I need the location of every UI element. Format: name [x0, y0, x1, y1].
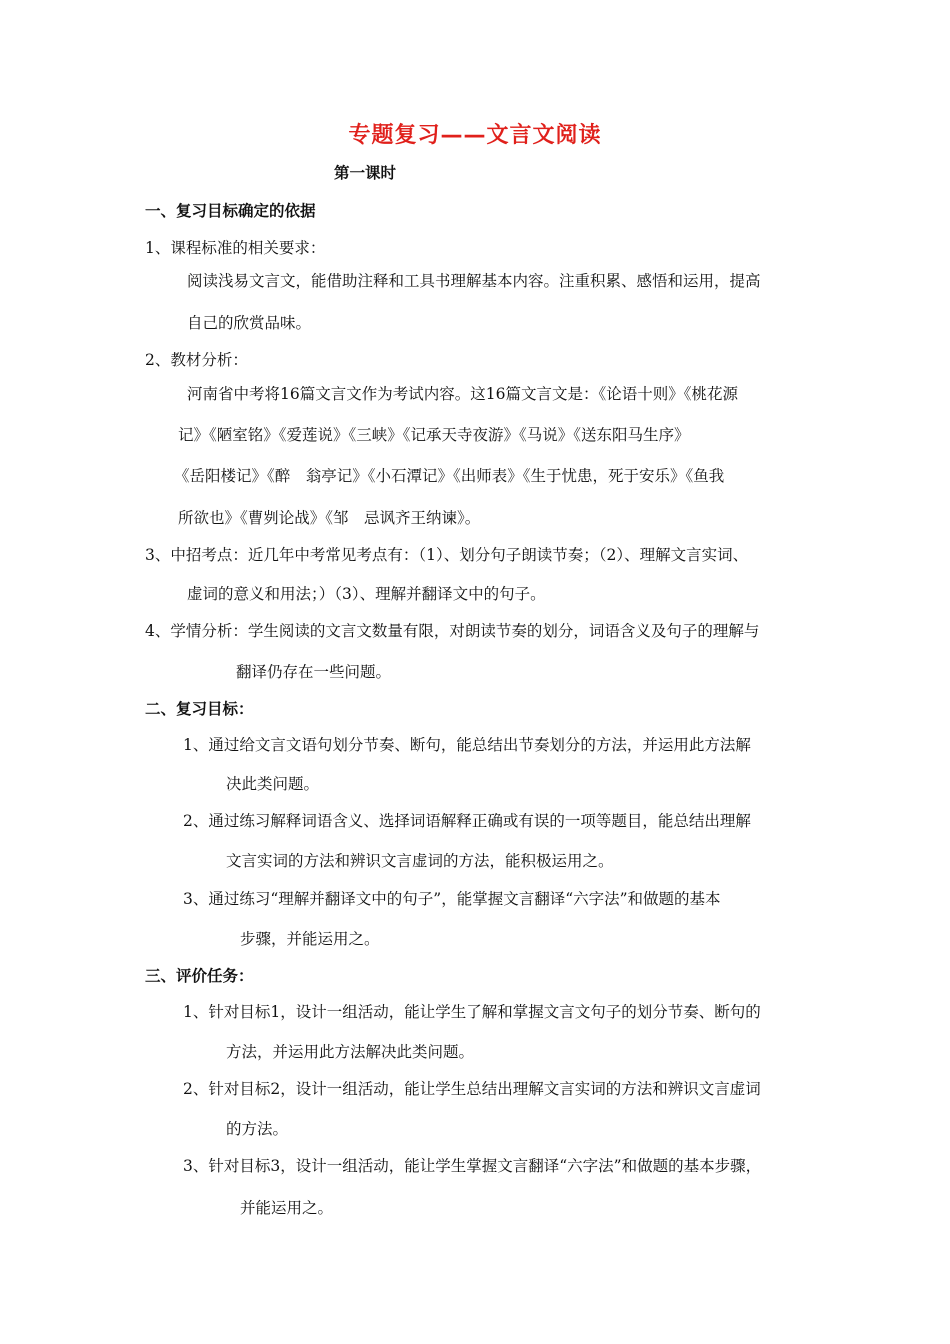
paragraph-line: 河南省中考将16篇文言文作为考试内容。这16篇文言文是：《论语十则》《桃花源: [187, 385, 738, 403]
item-2-label: 2、教材分析：: [145, 351, 248, 369]
paragraph-line: 1、通过给文言文语句划分节奏、断句，能总结出节奏划分的方法，并运用此方法解: [183, 736, 751, 754]
paragraph-line: 虚词的意义和用法；）（3）、理解并翻译文中的句子。: [187, 585, 546, 603]
paragraph-line: 的方法。: [226, 1120, 289, 1138]
section-2-heading: 二、复习目标：: [145, 700, 254, 718]
section-3-heading: 三、评价任务：: [145, 967, 254, 985]
paragraph-line: 3、针对目标3，设计一组活动，能让学生掌握文言翻译“六字法”和做题的基本步骤，: [183, 1157, 762, 1175]
paragraph-line: 步骤，并能运用之。: [240, 930, 380, 948]
paragraph-line: 自己的欣赏品味。: [187, 314, 312, 332]
paragraph-line: 翻译仍存在一些问题。: [236, 663, 392, 681]
paragraph-line: 并能运用之。: [240, 1199, 334, 1217]
paragraph-line: 2、通过练习解释词语含义、选择词语解释正确或有误的一项等题目，能总结出理解: [183, 812, 751, 830]
paragraph-line: 阅读浅易文言文，能借助注释和工具书理解基本内容。注重积累、感悟和运用，提高: [187, 272, 761, 290]
paragraph-line: 1、针对目标1，设计一组活动，能让学生了解和掌握文言文句子的划分节奏、断句的: [183, 1003, 761, 1021]
paragraph-line: 决此类问题。: [226, 775, 320, 793]
paragraph-line: 4、学情分析：学生阅读的文言文数量有限，对朗读节奏的划分，词语含义及句子的理解与: [145, 622, 760, 640]
document-title: 专题复习——文言文阅读: [348, 123, 602, 148]
paragraph-line: 3、通过练习“理解并翻译文中的句子”，能掌握文言翻译“六字法”和做题的基本: [183, 890, 721, 908]
section-1-heading: 一、复习目标确定的依据: [145, 202, 316, 220]
paragraph-line: 2、针对目标2，设计一组活动，能让学生总结出理解文言实词的方法和辨识文言虚词: [183, 1080, 761, 1098]
paragraph-line: 《岳阳楼记》《醉 翁亭记》《小石潭记》《出师表》《生于忧患，死于安乐》《鱼我: [174, 467, 725, 485]
paragraph-line: 文言实词的方法和辨识文言虚词的方法，能积极运用之。: [226, 852, 614, 870]
paragraph-line: 方法，并运用此方法解决此类问题。: [226, 1043, 475, 1061]
paragraph-line: 记》《陋室铭》《爱莲说》《三峡》《记承天寺夜游》《马说》《送东阳马生序》: [178, 426, 690, 444]
lesson-label: 第一课时: [334, 164, 397, 182]
paragraph-line: 3、中招考点：近几年中考常见考点有：（1）、划分句子朗读节奏；（2）、理解文言实词、: [145, 546, 749, 564]
paragraph-line: 所欲也》《曹刿论战》《邹 忌讽齐王纳谏》。: [178, 509, 481, 527]
item-1-label: 1、课程标准的相关要求：: [145, 239, 326, 257]
